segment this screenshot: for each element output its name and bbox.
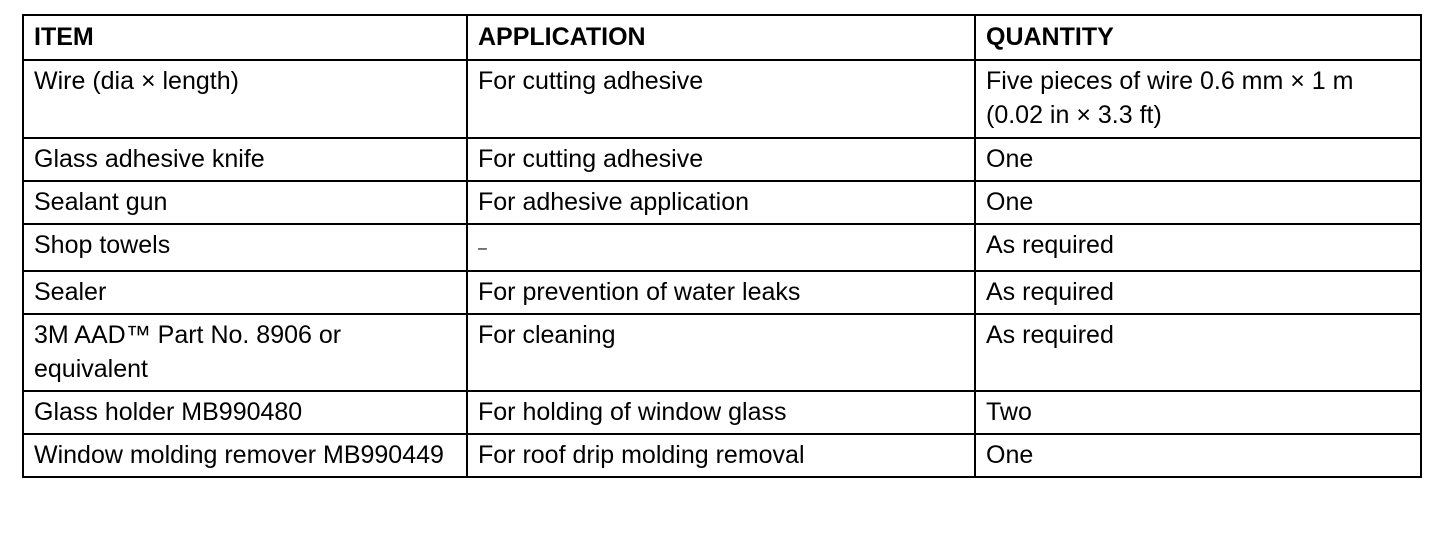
cell-item: 3M AAD™ Part No. 8906 or equivalent: [23, 314, 467, 391]
cell-quantity: One: [975, 434, 1421, 477]
cell-application: For cutting adhesive: [467, 60, 975, 138]
cell-application: For cleaning: [467, 314, 975, 391]
header-quantity: QUANTITY: [975, 15, 1421, 60]
cell-item: Glass holder MB990480: [23, 391, 467, 434]
cell-application: For cutting adhesive: [467, 138, 975, 181]
tools-table: [22, 14, 1422, 478]
cell-application: For prevention of water leaks: [467, 271, 975, 314]
table-row: [23, 314, 1421, 391]
cell-quantity: As required: [975, 271, 1421, 314]
table-row: [23, 181, 1421, 224]
cell-item: Sealant gun: [23, 181, 467, 224]
cell-quantity: As required: [975, 314, 1421, 391]
cell-application: For adhesive application: [467, 181, 975, 224]
cell-application: [467, 224, 975, 271]
table-row: [23, 60, 1421, 138]
table-row: [23, 271, 1421, 314]
cell-application: For roof drip molding removal: [467, 434, 975, 477]
table-row: [23, 224, 1421, 271]
cell-quantity: Two: [975, 391, 1421, 434]
cell-application: For holding of window glass: [467, 391, 975, 434]
header-item: ITEM: [23, 15, 467, 60]
cell-item: Window molding remover MB990449: [23, 434, 467, 477]
cell-quantity: As required: [975, 224, 1421, 271]
cell-item: Shop towels: [23, 224, 467, 271]
table-row: [23, 434, 1421, 477]
cell-item: Wire (dia × length): [23, 60, 467, 138]
cell-quantity: One: [975, 181, 1421, 224]
cell-quantity: Five pieces of wire 0.6 mm × 1 m (0.02 in × 3.3 ft): [975, 60, 1421, 138]
table-header-row: [23, 15, 1421, 60]
cell-item: Sealer: [23, 271, 467, 314]
cell-item: Glass adhesive knife: [23, 138, 467, 181]
header-application: APPLICATION: [467, 15, 975, 60]
table-row: [23, 391, 1421, 434]
empty-dash: –: [478, 240, 487, 257]
table-row: [23, 138, 1421, 181]
cell-quantity: One: [975, 138, 1421, 181]
